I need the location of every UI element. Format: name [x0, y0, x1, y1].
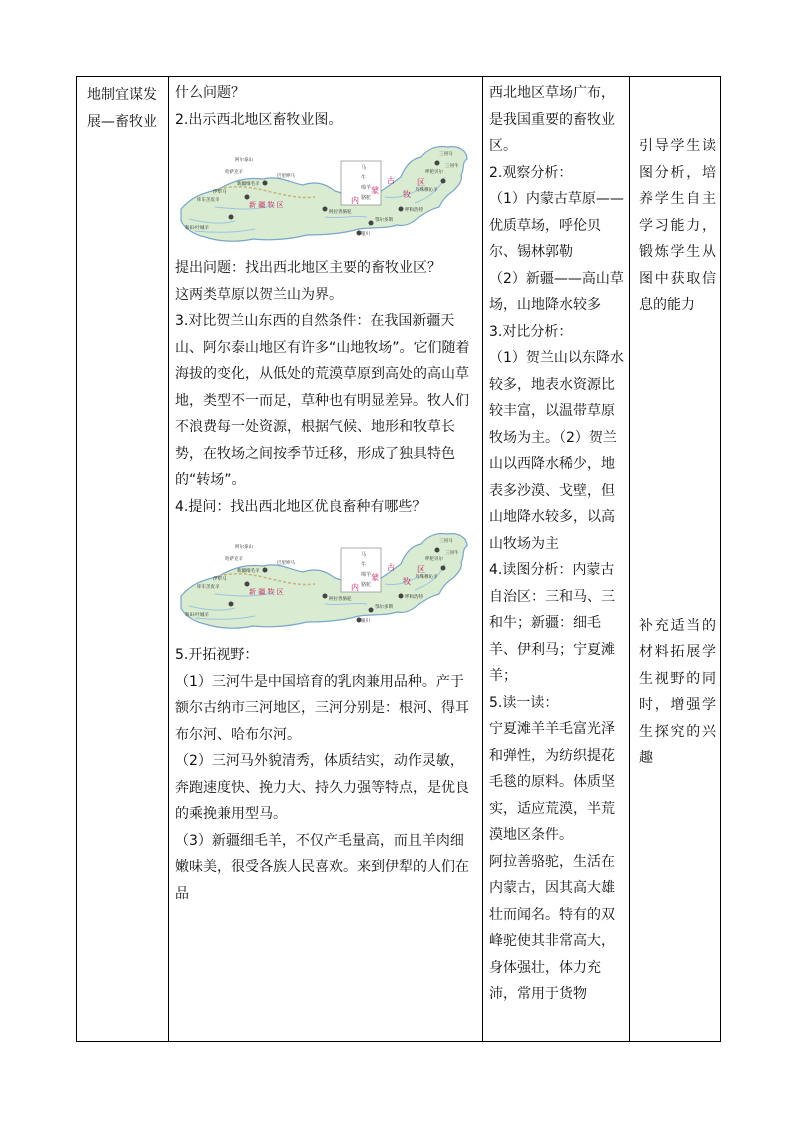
- map1-region-nm-4: 区: [417, 178, 425, 187]
- intent-para-1: 引导学生读图分析，培养学生自主学习能力，锻炼学生从图中获取信息的能力: [639, 138, 716, 313]
- map1-label-3: 哈萨克羊: [225, 170, 243, 175]
- student-para-9: 阿拉善骆驼，生活在内蒙古，因其高大雄壮而闻名。特有的双峰驼使其非常高大，身体强壮，体力充沛，常用于货物: [489, 853, 615, 1002]
- map2-label-2: 伊犁马: [213, 577, 227, 582]
- design-intent-cell: [630, 77, 721, 1042]
- map2-label-0: 阿尔泰山: [235, 545, 253, 550]
- map1-label-4: 新疆细毛羊: [237, 182, 260, 187]
- map2-label-13: 呼伦贝尔: [425, 557, 443, 562]
- student-para-2: （1）内蒙古草原——优质草场，呼伦贝尔、锡林郭勒: [489, 191, 624, 260]
- student-para-0: 西北地区草场广布，是我国重要的畜牧业区。: [489, 85, 615, 154]
- step-5-title: 5.开拓视野：: [175, 647, 259, 663]
- map1-label-13: 呼伦贝尔: [425, 170, 443, 175]
- map1-label-14: 乌珠穆沁羊: [415, 188, 438, 193]
- map1-legend-2: 绵羊: [361, 185, 372, 191]
- map2-region-xinjiang: 新 疆 牧 区: [249, 588, 284, 596]
- map1-label-12: 三河牛: [445, 164, 459, 169]
- map2-label-12: 三河牛: [445, 551, 459, 556]
- map1-label-9: 鄂尔多斯: [375, 218, 393, 223]
- student-para-4: 3.对比分析：: [489, 323, 573, 340]
- intro-text: 什么问题？: [175, 85, 245, 101]
- map2-label-3: 哈萨克羊: [225, 557, 243, 562]
- step-5-para-1: （1）三河牛是中国培育的乳肉兼用品种。产于额尔古纳市三河地区，三河分别是：根河、得耳布尔河、哈布尔河。: [175, 673, 469, 743]
- map1-label-11: 三河马: [439, 152, 453, 157]
- question-1: 提出问题：找出西北地区主要的畜牧业区？: [175, 260, 441, 276]
- student-para-7: 5.读一读：: [489, 694, 559, 711]
- step-4: 4.提问：找出西北地区优良畜种有哪些？: [175, 498, 427, 515]
- map2-region-nm-3: 牧: [403, 577, 411, 586]
- map2-label-1: 巴里坤马: [277, 561, 295, 566]
- map1-label-5: 库车羔皮羊: [197, 198, 220, 203]
- map2-legend-0: 马: [361, 552, 367, 558]
- map2-label-7: 阿拉善骆驼: [329, 597, 352, 602]
- map1-label-1: 巴里坤马: [277, 174, 295, 179]
- map1-region-nm-3: 牧: [403, 190, 411, 199]
- map1-label-7: 阿拉善骆驼: [329, 210, 352, 215]
- map1-legend-1: 牛: [361, 175, 367, 181]
- livestock-map-1: [175, 137, 474, 249]
- intent-para-2: 补充适当的材料拓展学生视野的同时，增强学生探究的兴趣: [639, 617, 716, 766]
- lesson-table: [76, 76, 721, 1042]
- answer-1: 这两类草原以贺兰山为界。: [175, 286, 343, 303]
- map2-legend-2: 绵羊: [361, 572, 372, 578]
- map1-label-8: 银川: [361, 232, 370, 237]
- map1-region-nm-0: 内: [351, 196, 359, 205]
- map2-label-6: 和田·叶城羊: [185, 613, 209, 618]
- map2-legend-3: 骆驼: [361, 582, 372, 588]
- step-5-para-3: （3）新疆细毛羊，不仅产毛量高，而且羊肉细嫩味美，很受各族人民喜欢。来到伊犁的人们在品: [175, 832, 469, 902]
- map2-region-nm-2: 古: [387, 563, 395, 572]
- step-3: 3.对比贺兰山东西的自然条件：在我国新疆天山、阿尔泰山地区有许多“山地牧场”。它们随着海拔的变化，从低处的荒漠草原到高处的高山草地，类型不一而足，草种也有明显差异。牧人们不浪费每一处资源，根据气候、地形和牧草长势，在牧场之间按季节迁移，形成了独具特色的“转场”。: [175, 313, 470, 488]
- map1-legend-0: 马: [361, 165, 367, 171]
- livestock-map-2: [175, 524, 474, 636]
- map2-label-11: 三河马: [439, 539, 453, 544]
- student-para-3: （2）新疆——高山草场，山地降水较多: [489, 270, 624, 313]
- map2-label-14: 乌珠穆沁羊: [415, 575, 438, 580]
- topic-line-1: 地制宜谋发: [87, 87, 157, 103]
- student-para-1: 2.观察分析：: [489, 164, 573, 181]
- map1-label-0: 阿尔泰山: [235, 158, 253, 163]
- map1-region-xinjiang: 新 疆 牧 区: [249, 201, 284, 209]
- student-para-6: 4.读图分析：内蒙古自治区：三和马、三和牛；新疆：细毛羊、伊利马；宁夏滩羊；: [489, 562, 615, 684]
- student-activity-cell: [483, 77, 630, 1042]
- map1-legend-3: 骆驼: [361, 195, 372, 201]
- map2-label-9: 鄂尔多斯: [375, 605, 393, 610]
- map2-label-10: 呼和浩特: [405, 595, 423, 600]
- topic-cell: [77, 77, 169, 1042]
- map1-region-nm-1: 蒙: [371, 186, 379, 195]
- map1-region-nm-2: 古: [387, 176, 395, 185]
- step-2: 2.出示西北地区畜牧业图。: [175, 111, 343, 128]
- map2-label-4: 新疆细毛羊: [237, 569, 260, 574]
- student-para-8: 宁夏滩羊羊毛富光泽和弹性，为纺织提花毛毯的原料。体质坚实，适应荒漠，半荒漠地区条件。: [489, 721, 615, 843]
- map1-label-6: 和田·叶城羊: [185, 226, 209, 231]
- map2-legend-1: 牛: [361, 562, 367, 568]
- map2-label-8: 银川: [361, 619, 370, 624]
- step-5-para-2: （2）三河马外貌清秀，体质结实，动作灵敏，奔跑速度快、挽力大、持久力强等特点，是优良的乘挽兼用型马。: [175, 753, 469, 822]
- student-para-5: （1）贺兰山以东降水较多，地表水资源比较丰富，以温带草原牧场为主。（2）贺兰山以西降水稀少，地表多沙漠、戈壁，但山地降水较多，以高山牧场为主: [489, 350, 624, 552]
- map1-label-10: 呼和浩特: [405, 208, 423, 213]
- teacher-activity-cell: [169, 77, 483, 1042]
- map2-region-nm-4: 区: [417, 565, 425, 574]
- map2-region-nm-0: 内: [351, 583, 359, 592]
- topic-line-2: 展—畜牧业: [87, 113, 157, 130]
- map2-region-nm-1: 蒙: [371, 573, 379, 582]
- map1-label-2: 伊犁马: [213, 190, 227, 195]
- map2-label-5: 库车羔皮羊: [197, 585, 220, 590]
